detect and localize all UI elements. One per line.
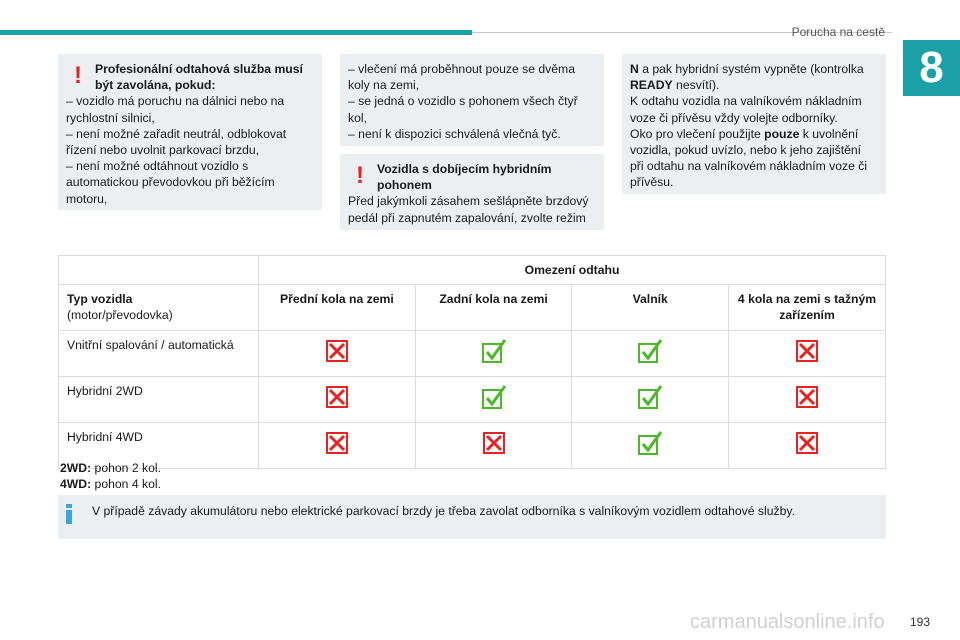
warning-heading xyxy=(348,161,594,193)
emphasis: pouze xyxy=(764,126,800,141)
check-icon xyxy=(481,353,507,367)
section-title: Porucha na cestě xyxy=(791,25,885,39)
legend xyxy=(60,460,161,492)
table-body xyxy=(59,330,886,468)
mode-n: N xyxy=(630,62,639,76)
table-group-header-row xyxy=(59,256,886,285)
watermark: carmanualsonline.info xyxy=(690,611,885,633)
ready-indicator-label: READY xyxy=(630,78,673,93)
text-span: a pak hybridní systém vypněte (kontrolka xyxy=(638,62,864,76)
row-label: Vnitřní spalování / automatická xyxy=(59,330,259,376)
table-cell xyxy=(415,376,572,422)
table-row xyxy=(59,422,886,468)
cross-icon xyxy=(326,397,348,411)
legend-item xyxy=(60,460,161,476)
warning-title: Profesionální odtahová služba musí být zavolána, pokud: xyxy=(95,62,303,93)
table-cell xyxy=(415,330,572,376)
check-icon xyxy=(637,445,663,459)
list-item: – vlečení má proběhnout pouze se dvěma koly na zemi, xyxy=(348,62,575,93)
warning-title: Vozidla s dobíjecím hybridním pohonem xyxy=(377,162,552,193)
list-item: – není možné zařadit neutrál, odblokovat řízení nebo uvolnit parkovací brzdu, xyxy=(66,126,287,158)
table-cell xyxy=(729,376,886,422)
empty-cell xyxy=(59,256,259,285)
table-cell xyxy=(415,422,572,468)
table-cell xyxy=(259,330,416,376)
hybrid-instructions-box xyxy=(622,54,886,194)
table-cell xyxy=(572,330,729,376)
page-number: 193 xyxy=(909,615,930,629)
legend-text: pohon 4 kol. xyxy=(91,477,161,491)
info-note-box xyxy=(58,495,886,539)
list-item: – vozidlo má poruchu na dálnici nebo na rychlostní silnici, xyxy=(66,94,285,125)
vehicle-type-sub: (motor/převodovka) xyxy=(67,308,173,323)
cross-icon xyxy=(326,351,348,365)
column-header: Zadní kola na zemi xyxy=(415,285,572,330)
paragraph xyxy=(630,61,876,93)
table-cell xyxy=(729,422,886,468)
text-span: nesvítí). xyxy=(672,78,720,93)
vehicle-type-header xyxy=(59,285,259,330)
info-note: V případě závady akumulátoru nebo elektrické parkovací brzdy je třeba zavolat odborníka s valníkovým vozidlem odtahové služby. xyxy=(92,504,795,518)
warning-heading xyxy=(66,61,312,93)
text-span: k uvolnění vozidla, pokud uvízlo, nebo k jeho zajištění při odtahu na valníkovém nákladním voze či přívěsu. xyxy=(630,126,868,190)
hybrid-warning-box xyxy=(340,154,604,230)
cross-icon xyxy=(796,397,818,411)
legend-text: pohon 2 kol. xyxy=(91,461,161,475)
table-header-row xyxy=(59,285,886,330)
check-icon xyxy=(637,399,663,413)
text-span: Oko pro vlečení použijte xyxy=(630,126,765,141)
cross-icon xyxy=(796,351,818,365)
check-icon xyxy=(481,399,507,413)
table-row xyxy=(59,330,886,376)
chapter-number: 8 xyxy=(903,40,960,96)
paragraph: K odtahu vozidla na valníkovém nákladním voze či přívěsu vždy volejte odborníky. xyxy=(630,94,862,125)
towing-restrictions-table xyxy=(58,255,886,469)
group-header: Omezení odtahu xyxy=(259,256,886,285)
info-icon xyxy=(66,504,72,524)
row-label: Hybridní 4WD xyxy=(59,422,259,468)
table-cell xyxy=(729,330,886,376)
table-cell xyxy=(259,422,416,468)
warning-body: Před jakýmkoli zásahem sešlápněte brzdový pedál při zapnutém zapalování, zvolte režim xyxy=(348,194,589,225)
table-row xyxy=(59,376,886,422)
legend-abbr: 2WD: xyxy=(60,461,92,475)
vehicle-type-label: Typ vozidla xyxy=(67,292,133,307)
warning-exclamation-icon: ! xyxy=(356,162,364,189)
row-label: Hybridní 2WD xyxy=(59,376,259,422)
cross-icon xyxy=(326,443,348,457)
table-cell xyxy=(572,422,729,468)
list-item: – se jedná o vozidlo s pohonem všech čtyř kol, xyxy=(348,94,578,125)
towing-conditions-box xyxy=(340,54,604,146)
list-item: – není možné odtáhnout vozidlo s automatickou převodovkou při běžícím motoru, xyxy=(66,159,275,206)
header-accent-bar xyxy=(0,30,472,35)
warning-exclamation-icon: ! xyxy=(74,62,82,89)
column-header: Valník xyxy=(572,285,729,330)
column-header: Přední kola na zemi xyxy=(259,285,416,330)
cross-icon xyxy=(796,443,818,457)
cross-icon xyxy=(483,443,505,457)
list-item: – není k dispozici schválená vlečná tyč. xyxy=(348,126,561,141)
column-header: 4 kola na zemi s tažným zařízením xyxy=(729,285,886,330)
table-cell xyxy=(572,376,729,422)
tow-service-box xyxy=(58,54,322,210)
table-cell xyxy=(259,376,416,422)
paragraph xyxy=(630,126,876,191)
legend-abbr: 4WD: xyxy=(60,477,92,491)
legend-item xyxy=(60,476,161,492)
check-icon xyxy=(637,353,663,367)
